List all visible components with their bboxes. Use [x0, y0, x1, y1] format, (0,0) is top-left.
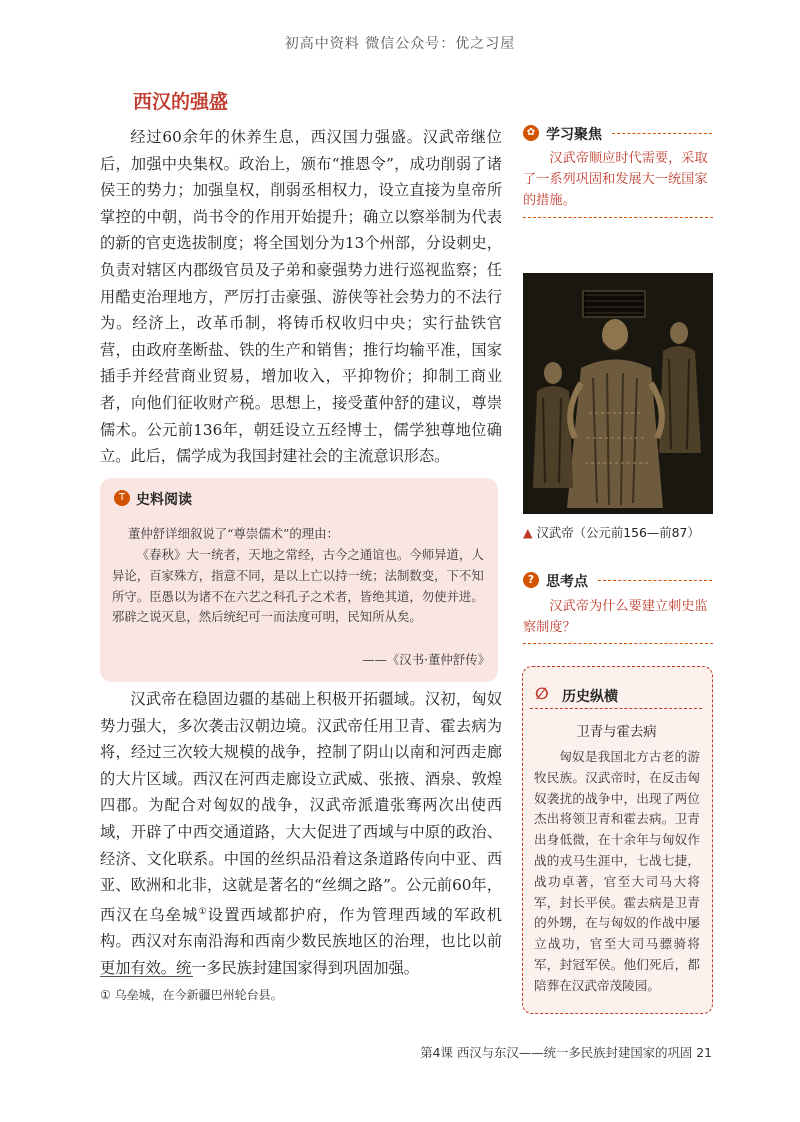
question-icon: ? [523, 572, 539, 588]
focus-bottom-divider [523, 217, 713, 218]
history-title: 卫青与霍去病 [576, 725, 657, 740]
history-text: 匈奴是我国北方古老的游牧民族。汉武帝时，在反击匈奴袭扰的战争中，出现了两位杰出将领卫青和霍去病。卫青出身低微，在十余年与匈奴作战的戎马生涯中，七战七捷，战功卓著，官至大司马大将军，封长平侯。霍去病是卫青的外甥，在与匈奴的作战中屡立战功，官至大司马骠骑将军，封冠军侯。他们死后，都陪葬在汉武帝茂陵园。 [534, 749, 700, 993]
page-footer: 第4课 西汉与东汉——统一多民族封建国家的巩固 21 [420, 1045, 712, 1060]
focus-text: 汉武帝顺应时代需要，采取了一系列巩固和发展大一统国家的措施。 [523, 151, 708, 208]
portrait-caption-text: 汉武帝（公元前156—前87） [536, 525, 700, 540]
source-intro: 董仲舒详细叙说了“尊崇儒术”的理由： [128, 526, 339, 541]
history-icon: ∅ [535, 684, 549, 703]
portrait-illustration [523, 273, 713, 514]
think-label: 思考点 [546, 574, 588, 590]
paragraph-1-text: 经过60余年的休养生息，西汉国力强盛。汉武帝继位后，加强中央集权。政治上，颁布“推恩令”，成功削弱了诸侯王的势力；加强皇权，削弱丞相权力，设立直接为皇帝所掌控的中朝，尚书令的作用开始提升；确立以察举制为代表的新的官吏选拔制度；将全国划分为13个州部，分设刺史，负责对辖区内郡级官员及子弟和豪强势力进行巡视监察；任用酷吏治理地方，严厉打击豪强、游侠等社会势力的不法行为。经济上，改革币制，将铸币权收归中央；实行盐铁官营，由政府垄断盐、铁的生产和销售；推行均输平准，国家插手并经营商业贸易，增加收入，平抑物价；抑制工商业者，向他们征收财产税。思想上，接受董仲舒的建议，尊崇儒术。公元前136年，朝廷设立五经博士，儒学独尊地位确立。此后，儒学成为我国封建社会的主流意识形态。 [100, 128, 502, 466]
footnote-marker: ① [198, 906, 208, 917]
portrait-caption [523, 523, 700, 541]
emperor-wu-portrait [523, 273, 713, 514]
page-header: 初高中资料 微信公众号：优之习屋 [284, 36, 516, 52]
paragraph-2-text-b: 设置西域都护府，作为管理西域的军政机构。西汉对东南沿海和西南少数民族地区的治理，也比以前更加有效。统一多民族封建国家得到巩固加强。 [100, 905, 502, 977]
paragraph-2-text-a: 汉武帝在稳固边疆的基础上积极开拓疆域。汉初，匈奴势力强大，多次袭击汉朝边境。汉武帝任用卫青、霍去病为将，经过三次较大规模的战争，控制了阴山以南和河西走廊的大片区域。西汉在河西走廊设立武威、张掖、酒泉、敦煌四郡。为配合对匈奴的战争，汉武帝派遣张骞两次出使西域，开辟了中西交通道路，大大促进了西域与中原的政治、经济、文化联系。中国的丝织品沿着这条道路传向中亚、西亚、欧洲和北非，这就是著名的“丝绸之路”。公元前60年，西汉在乌垒城 [100, 690, 502, 924]
body-paragraph-1 [100, 124, 502, 470]
footnote-divider [100, 976, 193, 977]
think-divider [598, 580, 712, 581]
source-quote: 《春秋》大一统者，天地之常经，古今之通谊也。今师异道，人异论，百家殊方，指意不同，是以上亡以持一统；法制数变，下不知所守。臣愚以为诸不在六艺之科孔子之术者，皆绝其道，勿使并进。邪辟之说灭息，然后统纪可一而法度可明，民知所从矣。 [112, 547, 484, 625]
source-citation: ——《汉书·董仲舒传》 [362, 652, 490, 667]
footnote: ① 乌垒城，在今新疆巴州轮台县。 [100, 988, 283, 1002]
focus-icon: ✿ [523, 125, 539, 141]
caption-marker: ▲ [523, 525, 533, 540]
section-title: 西汉的强盛 [133, 91, 229, 113]
source-reading-icon: T [114, 490, 130, 506]
history-label: 历史纵横 [562, 689, 618, 705]
body-paragraph-2 [100, 686, 502, 982]
think-bottom-divider [523, 643, 713, 644]
source-reading-label: 史料阅读 [136, 492, 192, 508]
think-text: 汉武帝为什么要建立刺史监察制度？ [523, 599, 708, 635]
focus-label: 学习聚焦 [546, 127, 602, 143]
history-divider [530, 708, 702, 709]
focus-divider [612, 133, 712, 134]
